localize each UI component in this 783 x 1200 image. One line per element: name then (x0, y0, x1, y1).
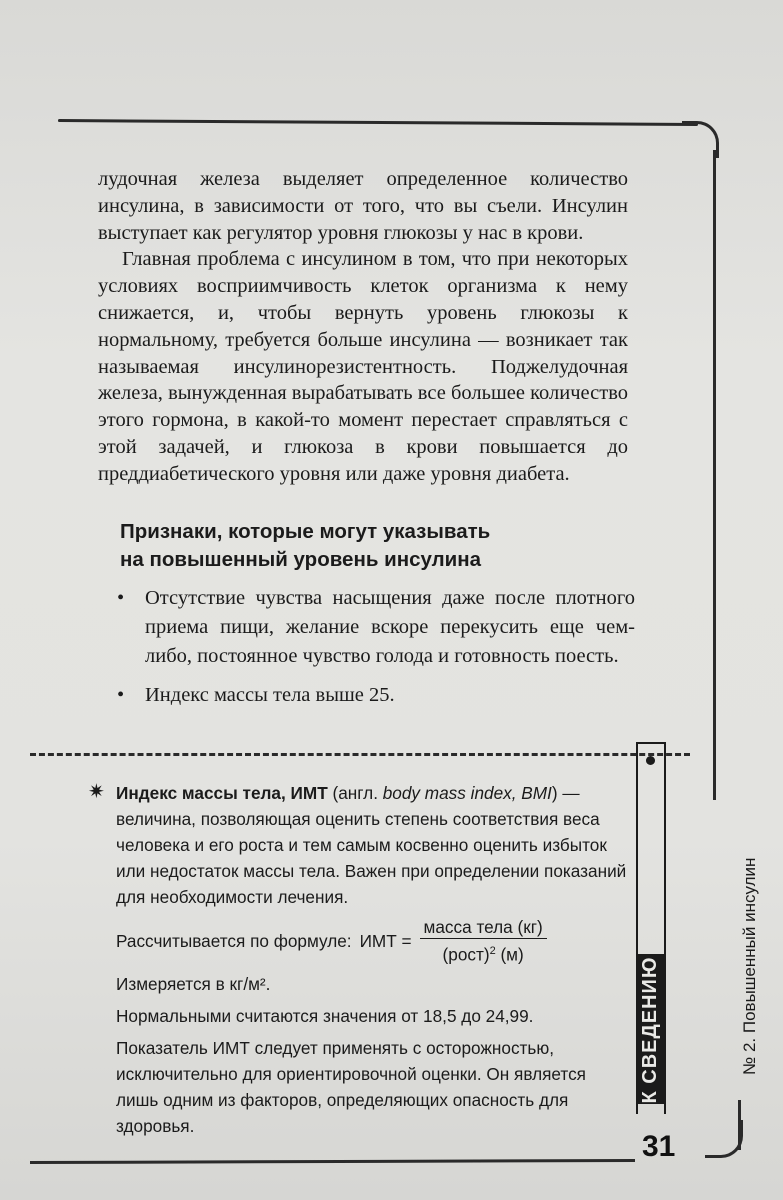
formula-numerator: масса тела (кг) (420, 916, 547, 939)
bullet-icon: • (117, 587, 125, 609)
dashed-divider (30, 753, 690, 756)
chapter-label: № 2. Повышенный инсулин (740, 857, 759, 1075)
frame-bottom-corner (705, 1120, 743, 1158)
bullet-icon: • (117, 684, 125, 706)
list-item (115, 681, 635, 710)
frame-bottom-line (30, 1159, 635, 1164)
page-number: 31 (642, 1130, 676, 1163)
section-heading (120, 518, 600, 574)
formula-denominator-a: (рост) (442, 944, 490, 965)
list-item (115, 584, 635, 671)
list-item-text: Отсутствие чувства насыщения даже после плотного приема пищи, желание вскоре перекусить еще чем- либо, постоянное чувство голода и готовность поесть. (145, 587, 635, 667)
term-paren-open: (англ. (327, 783, 383, 803)
tab-hole-icon (646, 756, 655, 765)
tab-label: К СВЕДЕНИЮ (639, 956, 661, 1104)
star-icon: ✷ (88, 781, 105, 803)
formula-exponent: 2 (489, 945, 496, 957)
formula-intro: Рассчитывается по формуле: (116, 931, 352, 952)
term-english: body mass index, BMI (382, 783, 552, 803)
list-item-text: Индекс массы тела выше 25. (145, 684, 395, 706)
formula-lhs: ИМТ = (359, 931, 412, 952)
term: Индекс массы тела, ИМТ (116, 783, 328, 803)
formula-denominator (443, 939, 524, 967)
section-heading-line-1: Признаки, которые могут указывать (120, 520, 491, 543)
formula-row (88, 916, 628, 967)
paragraph-1: лудочная железа выделяет определенное количество инсулина, в зависимости от того, что вы съели. Инсулин выступает как регулятор уровня глюкозы у нас в крови. (98, 168, 628, 244)
units: Измеряется в кг/м². (116, 973, 271, 994)
formula-fraction (420, 916, 547, 967)
definition (88, 780, 628, 910)
frame-right-line (713, 150, 716, 800)
info-box (88, 780, 628, 1145)
definition-text: — величина, позволяющая оценить степень соответствия веса человека и его роста и тем самым косвенно оценить избыток или недостаток массы тела. Важен при определении показаний для необходимости лечения. (116, 783, 627, 907)
section-heading-line-2: на повышенный уровень инсулина (120, 548, 482, 571)
signs-list (115, 584, 635, 720)
paragraph-2: Главная проблема с инсулином в том, что при некоторых условиях восприимчивость клеток организма к нему снижается, и, чтобы вернуть уровень глюкозы к нормальному, требуется больше инсулина — возникает так называемая инсулинорезистентность. Поджелудочная железа, вынужденная вырабатывать все большее количество этого гормона, в какой-то момент перестает справляться с этой задачей, и глюкоза в крови повышается до преддиабетического уровня или даже уровня диабета. (98, 248, 628, 485)
caution: Показатель ИМТ следует применять с осторожностью, исключительно для ориентировочной оценки. Он является лишь одним из факторов, определяющих опасность для здоровья. (116, 1037, 586, 1136)
frame-top-line (58, 119, 698, 126)
main-text (98, 166, 628, 488)
normal-values: Нормальными считаются значения от 18,5 до 24,99. (116, 1005, 534, 1026)
formula-denominator-b: (м) (495, 944, 524, 965)
term-paren-close: ) (551, 783, 558, 803)
